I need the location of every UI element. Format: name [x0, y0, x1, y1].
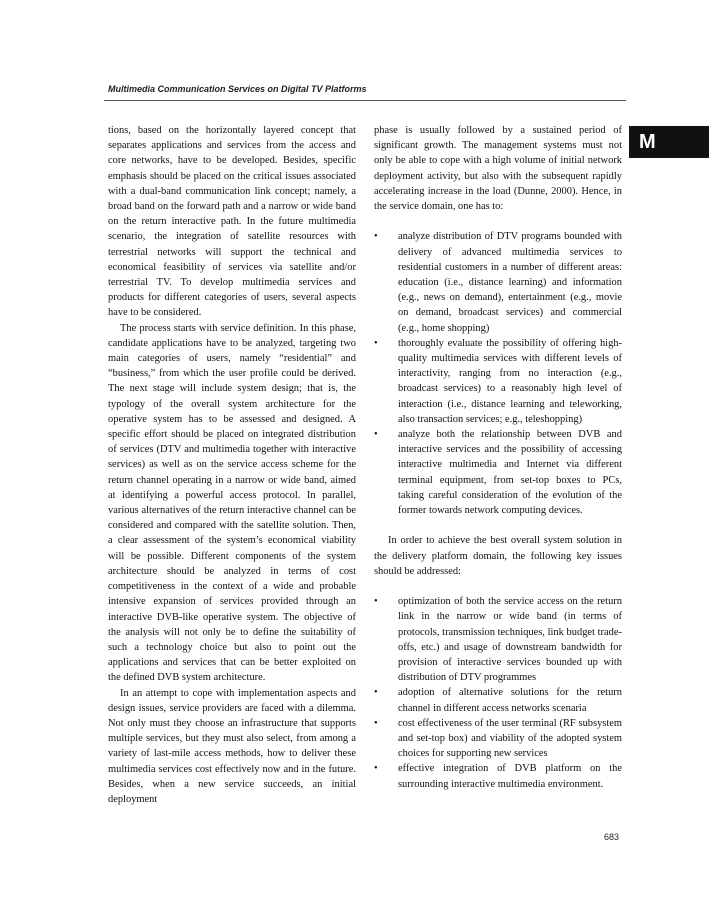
list-item-text: thoroughly evaluate the possibility of offering high-quality multimedia services with different levels of interactivity, ranging from no interaction (e.g., broadcast services) to a reasonably high level of interaction (i.e., distance learning and teleworking, also transaction services; e.g., teleshopping): [398, 337, 622, 425]
list-item-text: optimization of both the service access on the return link in the narrow or wide band (in terms of protocols, transmission techniques, link budget trade-offs, etc.) and usage of downstream bandwidth for provision of interactive services bounded up with distribution of DTV programmes: [398, 596, 622, 684]
bullet-icon: •: [374, 429, 378, 441]
list-item: [374, 427, 622, 518]
platform-domain-list: [374, 594, 622, 792]
list-item-text: cost effectiveness of the user terminal (RF subsystem and set-top box) and viability of the adopted system choices for supporting new services: [398, 717, 622, 760]
body-paragraph: The process starts with service definition. In this phase, candidate applications have to be analyzed, targeting two main categories of users, namely “residential” and “business,” from which the user profile could be derived. The next stage will include system design; that is, the typology of the overall system architecture for the operative system has to be assessed and designed. A specific effort should be placed on integrated distribution of services (DTV and multimedia together with interactive services) as well as on the service access scheme for the return channel operating in a narrow or wide band, aimed at identifying a powerful access protocol. In parallel, various alternatives of the return interactive channel can be considered and compared with the satellite solution. Then, a clear assessment of the system’s economical viability will be possible. Different components of the system architecture should be analyzed in terms of cost competitiveness in the context of a wide and probable intensive expansion of services provided through an interactive DVB-like operative system. The objective of the analysis will not only be to define the suitability of such a technology choice but also to point out the applications and services that can be better exploited on the defined DVB system architecture.: [108, 322, 356, 684]
list-item: [374, 716, 622, 762]
list-item: [374, 594, 622, 685]
right-column: [374, 123, 622, 792]
list-item-text: effective integration of DVB platform on the surrounding interactive multimedia environment.: [398, 763, 622, 790]
section-thumb-tab: M: [629, 126, 709, 158]
bullet-icon: •: [374, 596, 378, 608]
body-paragraph: phase is usually followed by a sustained period of significant growth. The management systems must not only be able to cope with a high volume of initial network deployment activity, but also with the subsequent rapidly accelerating increase in the load (Dunne, 2000). Hence, in the service domain, one has to:: [374, 125, 622, 213]
bullet-icon: •: [374, 763, 378, 775]
left-column: [108, 123, 356, 807]
list-item-text: analyze both the relationship between DVB and interactive services and the possibility of accessing interactive multimedia and Internet via different terminal equipment, from set-top boxes to PCs, taking careful consideration of the evolution of the former towards network computing devices.: [398, 429, 622, 517]
list-item-text: adoption of alternative solutions for the return channel in different access networks scenaria: [398, 687, 622, 714]
bullet-icon: •: [374, 337, 378, 349]
bullet-icon: •: [374, 717, 378, 729]
bullet-icon: •: [374, 231, 378, 243]
list-item: [374, 229, 622, 335]
list-item: [374, 761, 622, 791]
header-rule: [104, 100, 626, 101]
service-domain-list: [374, 229, 622, 518]
running-head-title: Multimedia Communication Services on Digital TV Platforms: [108, 84, 367, 94]
list-item: [374, 685, 622, 715]
bullet-icon: •: [374, 687, 378, 699]
body-paragraph: In an attempt to cope with implementation aspects and design issues, service providers are faced with a dilemma. Not only must they choose an infrastructure that supports multiple services, but they must also select, from among a variety of last-mile access methods, how to deliver these multimedia services cost effectively now and in the future. Besides, when a new service succeeds, an initial deployment: [108, 687, 356, 805]
body-paragraph: tions, based on the horizontally layered concept that separates applications and services from the access and core networks, have to be developed. Besides, specific emphasis should be placed on the critical issues associated with a dual-band communication link concept; namely, a broad band on the forward path and a narrow or wide band on the return interactive path. In the future multimedia scenario, the integration of satellite resources with terrestrial networks will support the technical and economical feasibility of services via satellite and/or terrestrial TV. To develop multimedia services and products for different categories of users, several aspects have to be considered.: [108, 125, 356, 319]
list-item: [374, 336, 622, 427]
page-number: 683: [604, 832, 620, 842]
body-paragraph: In order to achieve the best overall system solution in the delivery platform domain, the following key issues should be addressed:: [374, 535, 622, 577]
list-item-text: analyze distribution of DTV programs bounded with delivery of advanced multimedia services to residential customers in a number of different areas: education (i.e., distance learning) and information (e.g., news on demand), entertainment (e.g., movie on demand, broadcast services) and commercial (e.g., home shopping): [398, 231, 622, 334]
